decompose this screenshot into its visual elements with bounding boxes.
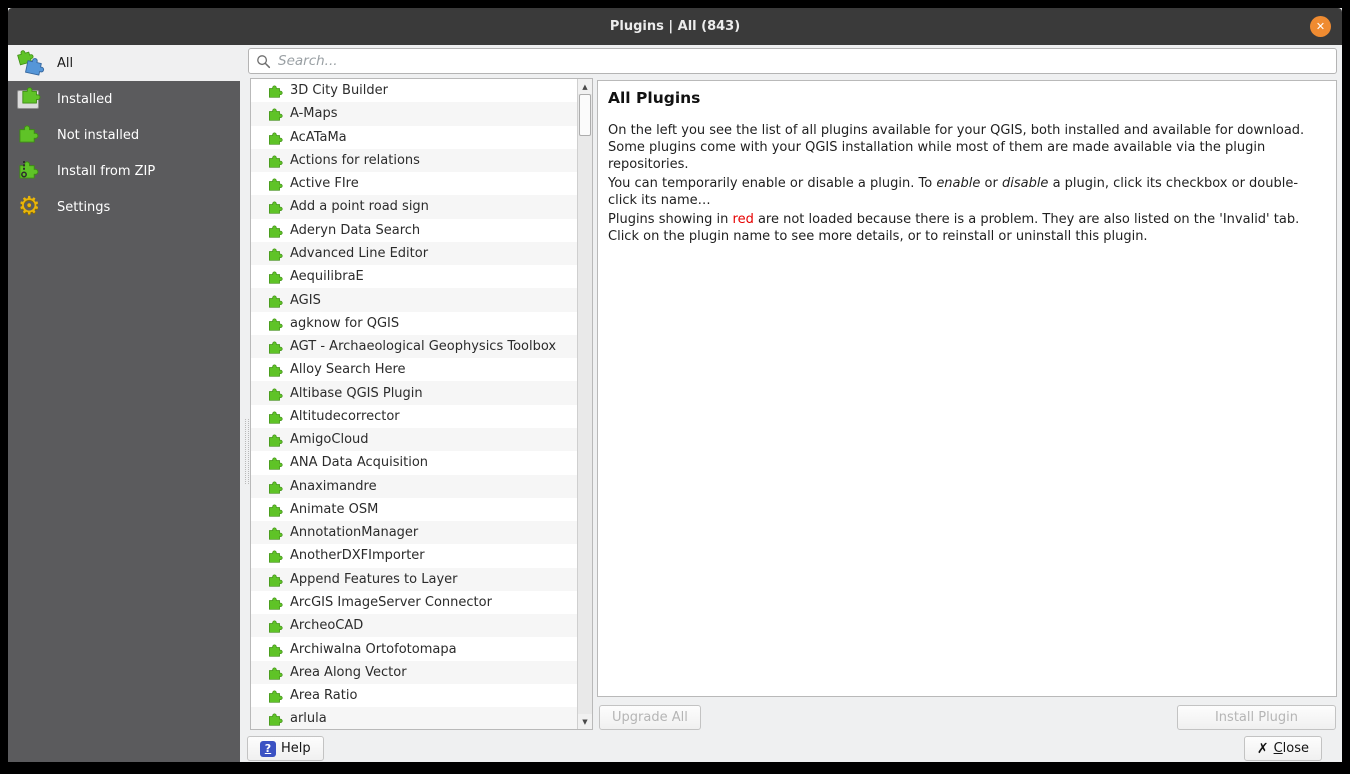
- plugin-list-scrollbar[interactable]: [577, 79, 592, 729]
- plugin-list-item[interactable]: [251, 475, 577, 498]
- plugin-list-item[interactable]: [251, 637, 577, 660]
- plugin-name: agknow for QGIS: [290, 315, 400, 331]
- plugin-list-item[interactable]: [251, 521, 577, 544]
- settings-icon: ⚙: [18, 191, 41, 220]
- plugin-icon: [268, 409, 283, 424]
- details-paragraph: You can temporarily enable or disable a plugin. To enable or disable a plugin, click its checkbox or double-click its name…: [608, 176, 1299, 208]
- plugin-list-item[interactable]: [251, 498, 577, 521]
- plugin-icon: [268, 572, 283, 587]
- close-icon: ✕: [1315, 20, 1326, 33]
- all-plugins-icon: [17, 48, 48, 78]
- plugin-icon: [268, 479, 283, 494]
- plugin-icon: [268, 618, 283, 633]
- plugin-list-item[interactable]: [251, 614, 577, 637]
- sidebar-item-label: Settings: [57, 199, 111, 215]
- plugin-list-item[interactable]: [251, 405, 577, 428]
- install-zip-icon: [17, 156, 48, 186]
- plugin-icon: [268, 711, 283, 726]
- plugin-list-item[interactable]: [251, 102, 577, 125]
- plugin-icon: [268, 153, 283, 168]
- plugin-list-item[interactable]: [251, 381, 577, 404]
- plugin-icon: [268, 665, 283, 680]
- plugin-list-item[interactable]: [251, 358, 577, 381]
- plugin-icon: [268, 293, 283, 308]
- plugin-list-item[interactable]: [251, 428, 577, 451]
- plugin-icon: [268, 83, 283, 98]
- installed-icon: [17, 84, 48, 114]
- plugin-icon: [268, 455, 283, 470]
- plugin-icon: [268, 525, 283, 540]
- plugin-list-item[interactable]: [251, 126, 577, 149]
- not-installed-icon: [17, 120, 48, 150]
- plugin-name: Altitudecorrector: [290, 408, 400, 424]
- plugin-name: ANA Data Acquisition: [290, 455, 429, 471]
- plugin-name: Append Features to Layer: [290, 571, 458, 587]
- sidebar-item-label: Not installed: [57, 127, 140, 143]
- plugin-list-item[interactable]: [251, 544, 577, 567]
- search-box[interactable]: [248, 48, 1337, 74]
- plugin-list-item[interactable]: [251, 265, 577, 288]
- details-text: [608, 122, 1326, 245]
- close-button[interactable]: [1244, 736, 1322, 761]
- sidebar-item-label: Installed: [57, 91, 113, 107]
- plugin-name: Animate OSM: [290, 501, 379, 517]
- plugin-list: [250, 78, 593, 730]
- details-heading: All Plugins: [608, 89, 701, 107]
- plugin-list-item[interactable]: [251, 335, 577, 358]
- plugin-list-item[interactable]: [251, 242, 577, 265]
- help-icon: ?: [260, 741, 276, 757]
- plugin-icon: [268, 548, 283, 563]
- plugin-list-item[interactable]: [251, 79, 577, 102]
- sidebar-item-label: Install from ZIP: [57, 163, 156, 179]
- titlebar[interactable]: [8, 8, 1342, 45]
- plugin-icon: [268, 316, 283, 331]
- plugin-name: AcATaMa: [290, 129, 347, 145]
- plugin-name: Archiwalna Ortofotomapa: [290, 641, 457, 657]
- plugin-list-item[interactable]: [251, 684, 577, 707]
- upgrade-all-button[interactable]: Upgrade All: [599, 705, 701, 730]
- plugin-list-item[interactable]: [251, 195, 577, 218]
- sidebar-item-settings[interactable]: [8, 189, 240, 225]
- window-title: Plugins | All (843): [609, 19, 741, 34]
- sidebar-item-label: All: [57, 55, 74, 71]
- main-content: [240, 45, 1342, 762]
- scroll-up-button[interactable]: ▲: [578, 79, 592, 94]
- help-button[interactable]: [247, 736, 324, 761]
- plugin-icon: [268, 642, 283, 657]
- plugin-name: ArcheoCAD: [290, 618, 364, 634]
- plugin-name: Active FIre: [290, 176, 359, 192]
- search-icon: [256, 54, 271, 69]
- sidebar-item-all[interactable]: [8, 45, 240, 81]
- plugin-icon: [268, 106, 283, 121]
- plugin-icon: [268, 176, 283, 191]
- details-paragraph: On the left you see the list of all plugins available for your QGIS, both installed and available for download. Some plugins come with your QGIS installation while most of them are made available via the plugin repositories.: [608, 123, 1305, 172]
- install-plugin-button[interactable]: Install Plugin: [1177, 705, 1336, 730]
- plugin-list-item[interactable]: [251, 149, 577, 172]
- plugins-dialog: [8, 8, 1342, 762]
- plugin-list-item[interactable]: [251, 172, 577, 195]
- plugin-name: A-Maps: [290, 106, 338, 122]
- plugin-list-item[interactable]: [251, 568, 577, 591]
- plugin-name: AnotherDXFImporter: [290, 548, 425, 564]
- sidebar: [8, 45, 240, 762]
- plugin-name: AmigoCloud: [290, 432, 369, 448]
- sidebar-item-not-installed[interactable]: [8, 117, 240, 153]
- plugin-icon: [268, 339, 283, 354]
- plugin-list-item[interactable]: [251, 591, 577, 614]
- details-panel: [597, 80, 1337, 697]
- splitter-handle[interactable]: [245, 419, 249, 484]
- sidebar-item-install-from-zip[interactable]: [8, 153, 240, 189]
- plugin-icon: [268, 688, 283, 703]
- plugin-icon: [268, 269, 283, 284]
- close-button-label: Close: [1273, 741, 1309, 756]
- plugin-name: Actions for relations: [290, 152, 420, 168]
- close-x-icon: ✗: [1256, 740, 1269, 757]
- plugin-icon: [268, 130, 283, 145]
- sidebar-item-installed[interactable]: [8, 81, 240, 117]
- plugin-list-item[interactable]: [251, 312, 577, 335]
- plugin-name: Advanced Line Editor: [290, 245, 429, 261]
- plugin-icon: [268, 246, 283, 261]
- plugin-icon: [268, 502, 283, 517]
- help-button-label: Help: [281, 741, 311, 756]
- plugin-name: AnnotationManager: [290, 525, 419, 541]
- plugin-name: Add a point road sign: [290, 199, 429, 215]
- plugin-name: Alloy Search Here: [290, 362, 406, 378]
- plugin-name: arlula: [290, 711, 327, 727]
- plugin-name: Altibase QGIS Plugin: [290, 385, 423, 401]
- plugin-list-item[interactable]: [251, 288, 577, 311]
- window-close-button[interactable]: [1310, 16, 1331, 37]
- plugin-icon: [268, 223, 283, 238]
- plugin-name: Area Ratio: [290, 688, 358, 704]
- plugin-name: AGIS: [290, 292, 321, 308]
- plugin-icon: [268, 595, 283, 610]
- plugin-icon: [268, 199, 283, 214]
- plugin-list-item[interactable]: [251, 661, 577, 684]
- plugin-name: Anaximandre: [290, 478, 377, 494]
- plugin-list-item[interactable]: [251, 707, 577, 729]
- scroll-down-button[interactable]: ▼: [578, 714, 592, 729]
- search-input[interactable]: [276, 52, 1336, 70]
- details-paragraph: Plugins showing in red are not loaded because there is a problem. They are also listed on the 'Invalid' tab. Click on the plugin name to see more details, or to reinstall or uninstall this plugin.: [608, 212, 1300, 244]
- plugin-name: ArcGIS ImageServer Connector: [290, 594, 492, 610]
- plugin-list-item[interactable]: [251, 219, 577, 242]
- plugin-name: AequilibraE: [290, 269, 364, 285]
- plugin-name: Area Along Vector: [290, 664, 407, 680]
- scrollbar-thumb[interactable]: [579, 94, 591, 136]
- plugin-icon: [268, 432, 283, 447]
- plugin-icon: [268, 362, 283, 377]
- plugin-name: Aderyn Data Search: [290, 222, 421, 238]
- plugin-icon: [268, 386, 283, 401]
- plugin-name: 3D City Builder: [290, 83, 389, 99]
- plugin-name: AGT - Archaeological Geophysics Toolbox: [290, 339, 557, 355]
- plugin-list-item[interactable]: [251, 451, 577, 474]
